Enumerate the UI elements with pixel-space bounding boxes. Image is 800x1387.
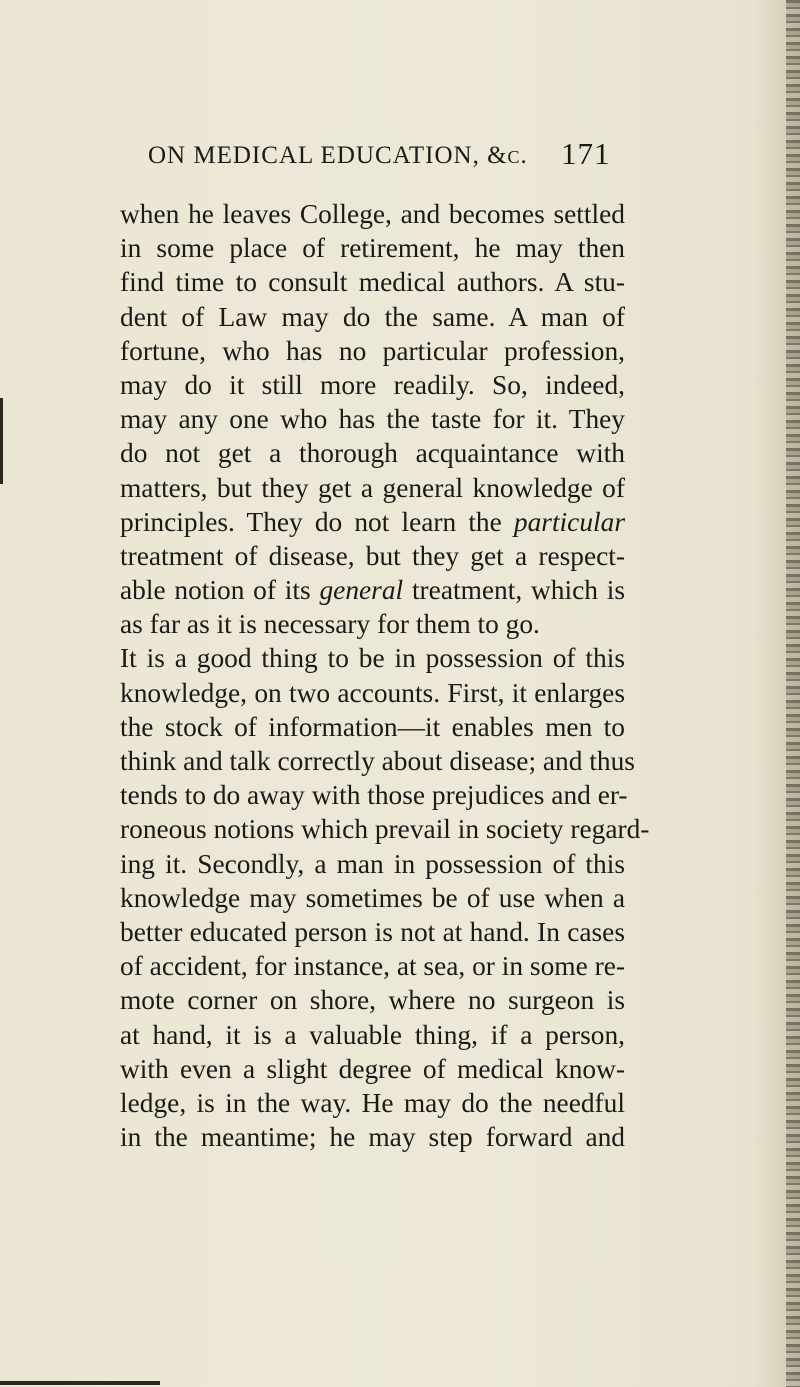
text-line: dent of Law may do the same. A man of (120, 301, 625, 332)
text-line: find time to consult medical authors. A stu- (120, 267, 625, 298)
text-line: knowledge, on two accounts. First, it enlarges (120, 677, 625, 708)
page-number: 171 (561, 136, 611, 171)
text-line: as far as it is necessary for them to go. (120, 609, 540, 640)
body-text (120, 197, 650, 1154)
text-line: at hand, it is a valuable thing, if a person, (120, 1019, 625, 1050)
text-line: think and talk correctly about disease; and thus (120, 746, 635, 776)
running-head (148, 132, 628, 172)
text-line: may any one who has the taste for it. They (120, 404, 625, 435)
text-line: may do it still more readily. So, indeed, (120, 369, 625, 400)
text-line: of accident, for instance, at sea, or in some re- (120, 951, 625, 982)
text-line: tends to do away with those prejudices and er- (120, 780, 628, 811)
text-line: matters, but they get a general knowledge of (120, 472, 625, 503)
text-line: in some place of retirement, he may then (120, 233, 625, 264)
text-segment: treatment, which is (411, 575, 625, 606)
text-line: It is a good thing to be in possession of this (120, 643, 625, 674)
margin-mark (0, 398, 3, 484)
text-segment: able notion of its (120, 575, 311, 606)
text-line: in the meantime; he may step forward and (120, 1122, 625, 1153)
text-line (120, 573, 625, 607)
text-line: when he leaves College, and becomes settled (120, 199, 625, 229)
bottom-rule (0, 1381, 160, 1385)
text-line: fortune, who has no particular profession, (120, 335, 625, 366)
page-edge-shadow (786, 0, 800, 1387)
running-title: ON MEDICAL EDUCATION, &c. (148, 142, 528, 169)
text-line: with even a slight degree of medical know- (120, 1053, 625, 1084)
text-segment: principles. They do not learn the (120, 506, 502, 537)
text-line: ing it. Secondly, a man in possession of this (120, 848, 625, 879)
text-line: ledge, is in the way. He may do the needful (120, 1087, 625, 1118)
text-line: treatment of disease, but they get a respect- (120, 540, 625, 571)
italic-word: general (319, 575, 404, 606)
text-line (120, 505, 625, 539)
text-line: knowledge may sometimes be of use when a (120, 882, 625, 913)
text-line: better educated person is not at hand. In cases (120, 916, 625, 947)
text-line: do not get a thorough acquaintance with (120, 438, 625, 469)
text-line: the stock of information—it enables men to (120, 711, 625, 742)
text-line: roneous notions which prevail in society regard- (120, 814, 650, 845)
text-line: mote corner on shore, where no surgeon is (120, 985, 625, 1016)
italic-word: particular (513, 506, 625, 537)
